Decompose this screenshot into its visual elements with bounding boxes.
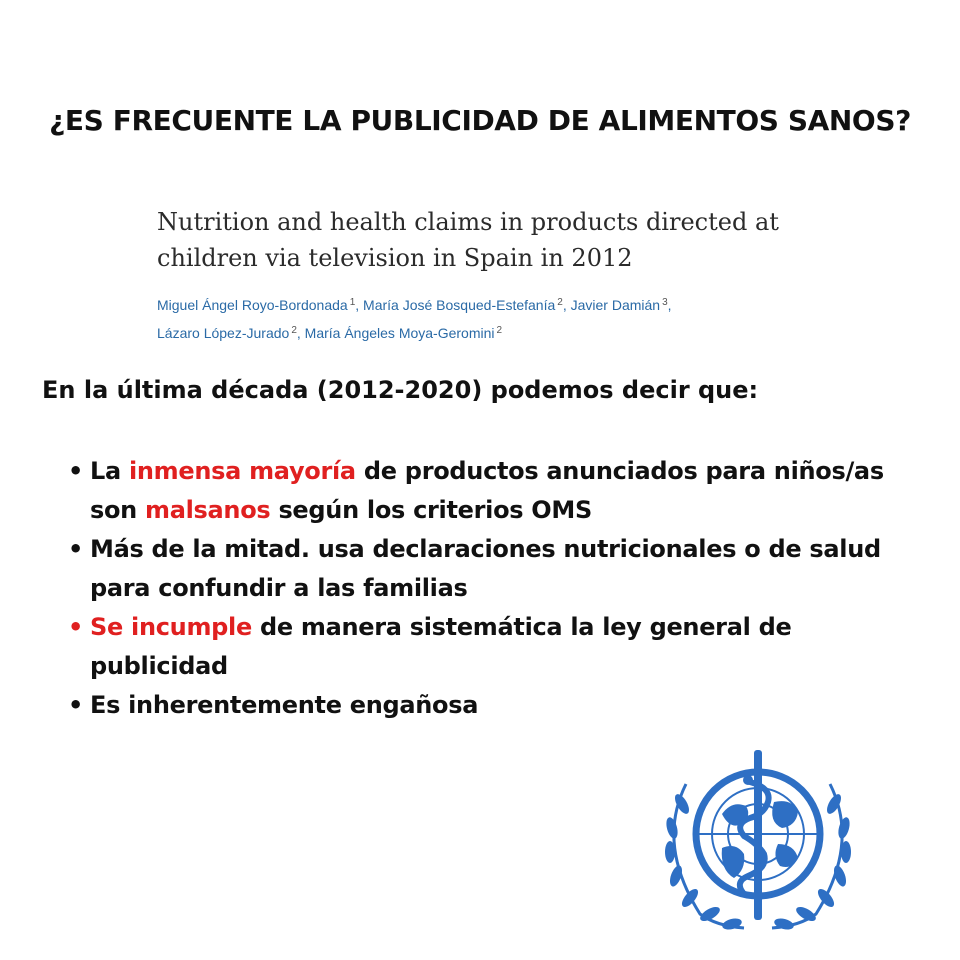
- who-emblem-icon: [652, 744, 864, 934]
- page-title: ¿ES FRECUENTE LA PUBLICIDAD DE ALIMENTOS SANOS?: [49, 104, 911, 137]
- paper-authors: Miguel Ángel Royo-Bordonada $^1$, María José Bosqued-Estefanía $^2$, Javier Damián $^3$, Lázaro López-Jurado $^2$, María Ángeles Moya-Geromini $^2$: [157, 297, 672, 341]
- list-item: • Es inherentemente engañosa: [68, 686, 888, 725]
- highlight-text: inmensa mayoría: [128, 457, 356, 485]
- author-link[interactable]: Javier Damián $^3$: [570, 297, 668, 313]
- paper-title: [157, 204, 857, 276]
- bullet-marker: •: [68, 535, 84, 563]
- bullet-list: [68, 452, 888, 725]
- bullet-marker: •: [68, 457, 84, 485]
- author-link[interactable]: María Ángeles Moya-Geromini $^2$: [304, 325, 503, 341]
- highlight-text: malsanos: [145, 496, 271, 524]
- author-link[interactable]: Miguel Ángel Royo-Bordonada $^1$: [157, 297, 356, 313]
- bullet-marker: •: [68, 691, 84, 719]
- author-link[interactable]: Lázaro López-Jurado $^2$: [157, 325, 297, 341]
- paper-title-line-2: children via television in Spain in 2012: [157, 244, 633, 272]
- intro-text: En la última década (2012-2020) podemos decir que:: [42, 376, 759, 404]
- paper-title-line-1: Nutrition and health claims in products directed at: [157, 208, 779, 236]
- author-link[interactable]: María José Bosqued-Estefanía $^2$: [363, 297, 563, 313]
- list-item: • Más de la mitad. usa declaraciones nutricionales o de salud para confundir a las familias: [68, 530, 888, 608]
- list-item: • Se incumple de manera sistemática la ley general de publicidad: [68, 608, 888, 686]
- highlight-text: Se incumple: [90, 613, 252, 641]
- bullet-marker: •: [68, 613, 84, 641]
- list-item: • La inmensa mayoría de productos anunciados para niños/as son malsanos según los criterios OMS: [68, 452, 888, 530]
